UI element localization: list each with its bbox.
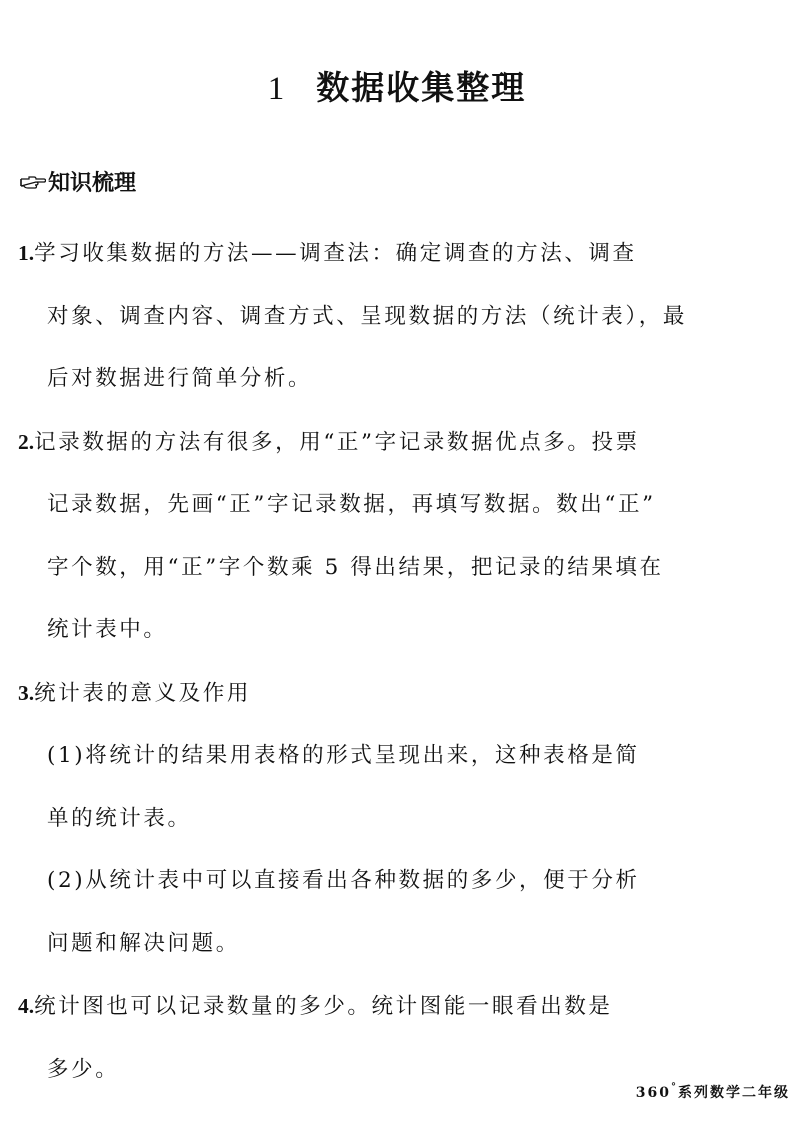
list-item-2 [18, 411, 730, 662]
pointing-hand-icon [20, 174, 46, 190]
list-item-4 [18, 975, 730, 1101]
page-title [0, 62, 794, 109]
item-line: 记录数据，先画“正”字记录数据，再填写数据。数出“正” [47, 492, 656, 517]
item-marker: 1. [18, 241, 35, 265]
item-line: 对象、调查内容、调查方式、呈现数据的方法（统计表），最 [47, 303, 687, 329]
item-line: 学习收集数据的方法——调查法：确定调查的方法、调查 [34, 241, 637, 266]
section-heading [20, 166, 136, 197]
list-item-1 [18, 222, 730, 411]
page-footer [636, 1082, 790, 1102]
item-line: 字个数，用“正”字个数乘 5 得出结果，把记录的结果填在 [47, 554, 664, 580]
chapter-title: 数据收集整理 [316, 68, 527, 107]
item-line: 记录数据的方法有很多，用“正”字记录数据优点多。投票 [34, 429, 640, 455]
item-line: 统计表中。 [47, 617, 168, 642]
footer-number: 360 [635, 1085, 671, 1101]
footer-degree: ° [671, 1082, 678, 1093]
list-item-3 [18, 662, 730, 976]
item-line: 统计表的意义及作用 [34, 680, 252, 706]
section-title: 知识梳理 [48, 171, 137, 196]
subitem-line: (1)将统计的结果用表格的形式呈现出来，这种表格是简 [47, 743, 640, 768]
subitem-line: (2)从统计表中可以直接看出各种数据的多少，便于分析 [47, 868, 640, 893]
item-marker: 4. [18, 994, 35, 1018]
subitem-line: 问题和解决问题。 [47, 930, 240, 956]
chapter-number: 1 [267, 71, 287, 107]
subitem-line: 单的统计表。 [47, 805, 192, 831]
item-line: 后对数据进行简单分析。 [47, 366, 313, 391]
item-marker: 3. [18, 680, 35, 705]
item-line: 统计图也可以记录数量的多少。统计图能一眼看出数是 [34, 994, 613, 1019]
knowledge-list [18, 222, 730, 1101]
footer-series: 系列数学二年级 [678, 1085, 790, 1101]
item-line: 多少。 [47, 1056, 120, 1082]
item-marker: 2. [18, 429, 35, 454]
